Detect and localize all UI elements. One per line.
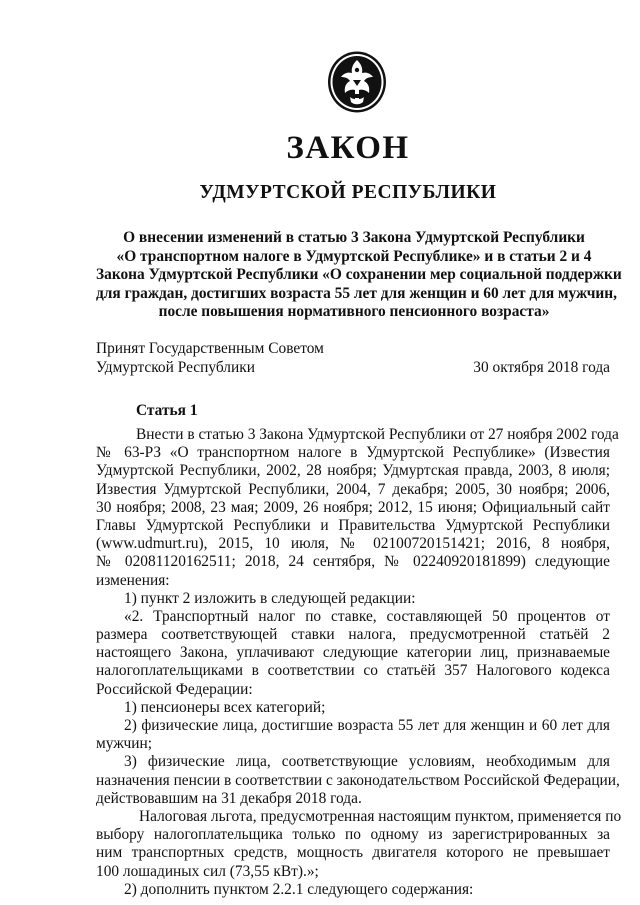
article-body [96, 426, 622, 899]
udmurtia-coat-of-arms-icon [326, 50, 388, 114]
article-body-line: «2. Транспортный налог по ставке, составляющей 50 процентов от [124, 607, 610, 625]
article-body-line: выбору налогоплательщика только по одному из зарегистрированных за [96, 826, 610, 844]
article-body-line: 3) физические лица, соответствующие условиям, необходимым для [124, 753, 610, 771]
article-body-line: настоящего Закона, уплачивают следующие категории лиц, признаваемые [96, 644, 610, 662]
article-body-line: Главы Удмуртской Республики и Правительства Удмуртской Республики [96, 516, 610, 534]
article-body-line: 2) дополнить пунктом 2.2.1 следующего содержания: [124, 880, 474, 898]
article-body-line: налогоплательщиками в соответствии со статьёй 357 Налогового кодекса [96, 662, 610, 680]
article-body-line: мужчин; [96, 735, 152, 753]
article-body-line: 1) пенсионеры всех категорий; [124, 698, 326, 716]
article-body-line: Внести в статью 3 Закона Удмуртской Республики от 27 ноября 2002 года [136, 426, 619, 443]
adopted-by-line: Удмуртской Республики [96, 358, 255, 376]
article-body-line: Налоговая льгота, предусмотренная настоящим пунктом, применяется по [139, 807, 622, 825]
article-body-line: Удмуртской Республики, 2002, 28 ноября; Удмуртская правда, 2003, 8 июля; [96, 462, 610, 480]
law-heading-line: Закона Удмуртской Республики «О сохранении мер социальной поддержки [96, 266, 622, 284]
law-heading-line: после повышения нормативного пенсионного возраста» [158, 303, 550, 321]
article-body-line: № 63-РЗ «О транспортном налоге в Удмуртской Республике» (Известия [96, 444, 610, 462]
article-title: Статья 1 [136, 402, 198, 419]
article-body-line: действовавшим на 31 декабря 2018 года. [96, 789, 362, 807]
document-subtitle: УДМУРТСКОЙ РЕСПУБЛИКИ [199, 182, 497, 203]
adoption-block [96, 340, 610, 377]
adoption-date: 30 октября 2018 года [473, 358, 610, 376]
article-body-line: назначения пенсии в соответствии с законодательством Российской Федерации, [96, 771, 620, 789]
article-body-line: Известия Удмуртской Республики, 2004, 7 декабря; 2005, 30 ноября; 2006, [96, 480, 610, 498]
article-body-line: № 02081120162511; 2018, 24 сентября, № 02240920181899) следующие [96, 553, 610, 571]
article-body-line: 30 ноября; 2008, 23 мая; 2009, 26 ноября; 2012, 15 июня; Официальный сайт [96, 498, 610, 516]
article-body-line: 100 лошадиных сил (73,55 кВт).»; [96, 862, 319, 880]
article-body-line: Российской Федерации: [96, 680, 253, 698]
law-heading [96, 229, 622, 322]
law-heading-line: «О транспортном налоге в Удмуртской Республике» и в статьи 2 и 4 [116, 247, 592, 265]
article-body-line: 1) пункт 2 изложить в следующей редакции: [124, 589, 416, 607]
adopted-by-line: Принят Государственным Советом [96, 340, 324, 357]
article-body-line: 2) физические лица, достигшие возраста 55 лет для женщин и 60 лет для [124, 717, 610, 734]
article-body-line: изменения: [96, 571, 170, 589]
article-body-line: (www.udmurt.ru), 2015, 10 июля, № 02100720151421; 2016, 8 ноября, [96, 535, 610, 553]
document-title: ЗАКОН [286, 130, 410, 166]
law-heading-line: для граждан, достигших возраста 55 лет для женщин и 60 лет для мужчин, [96, 284, 618, 302]
article-body-line: ним транспортных средств, мощность двигателя которого не превышает [96, 844, 610, 862]
article-body-line: размера соответствующей ставки налога, предусмотренной статьёй 2 [96, 626, 610, 644]
law-heading-line: О внесении изменений в статью 3 Закона Удмуртской Республики [123, 229, 585, 246]
